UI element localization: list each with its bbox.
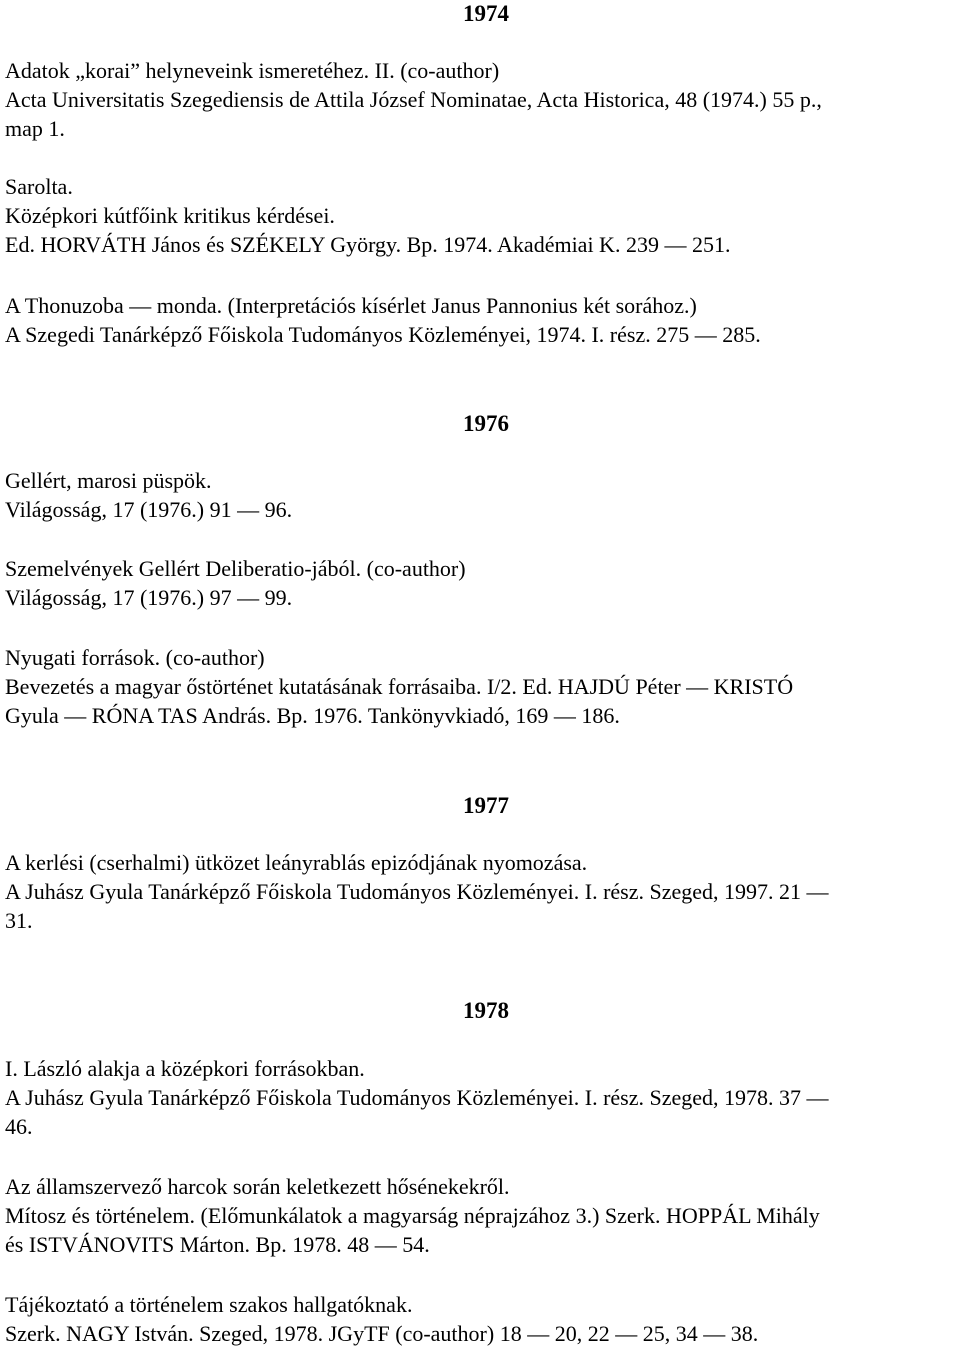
entry-line: Gyula — RÓNA TAS András. Bp. 1976. Tankönyvkiadó, 169 — 186. — [5, 703, 620, 728]
bibliography-entry — [5, 56, 955, 143]
bibliography-entry — [5, 848, 955, 935]
entry-line: Ed. HORVÁTH János és SZÉKELY György. Bp. 1974. Akadémiai K. 239 — 251. — [5, 232, 731, 257]
bibliography-entry — [5, 466, 955, 524]
entry-line: map 1. — [5, 116, 65, 141]
entry-line: I. László alakja a középkori forrásokban. — [5, 1056, 365, 1081]
entry-line: Szemelvények Gellért Deliberatio-jából. (co-author) — [5, 556, 466, 581]
year-heading-1974: 1974 — [463, 1, 509, 26]
year-heading-1976: 1976 — [463, 411, 509, 436]
bibliography-entry — [5, 1290, 955, 1348]
entry-line: Szerk. NAGY István. Szeged, 1978. JGyTF (co-author) 18 — 20, 22 — 25, 34 — 38. — [5, 1321, 759, 1346]
bibliography-entry — [5, 172, 955, 259]
entry-line: Tájékoztató a történelem szakos hallgatóknak. — [5, 1292, 413, 1317]
entry-line: Világosság, 17 (1976.) 91 — 96. — [5, 497, 293, 522]
year-heading-1978: 1978 — [463, 998, 509, 1023]
entry-line: Az államszervező harcok során keletkezett hősénekekről. — [5, 1174, 510, 1199]
bibliography-entry — [5, 554, 955, 612]
entry-line: Mítosz és történelem. (Előmunkálatok a magyarság néprajzához 3.) Szerk. HOPPÁL Mihály — [5, 1203, 820, 1228]
entry-line: Bevezetés a magyar őstörténet kutatásának forrásaiba. I/2. Ed. HAJDÚ Péter — KRISTÓ — [5, 674, 794, 699]
entry-line: A Juhász Gyula Tanárképző Főiskola Tudományos Közleményei. I. rész. Szeged, 1978. 37 — — [5, 1085, 829, 1110]
entry-line: A kerlési (cserhalmi) ütközet leányrablás epizódjának nyomozása. — [5, 850, 588, 875]
bibliography-entry — [5, 1172, 955, 1259]
entry-line: és ISTVÁNOVITS Márton. Bp. 1978. 48 — 54. — [5, 1232, 430, 1257]
year-heading-1977: 1977 — [463, 793, 509, 818]
bibliography-entry — [5, 643, 955, 730]
entry-line: Középkori kútfőink kritikus kérdései. — [5, 203, 335, 228]
entry-line: Sarolta. — [5, 174, 73, 199]
bibliography-entry — [5, 1054, 955, 1141]
entry-line: A Thonuzoba — monda. (Interpretációs kísérlet Janus Pannonius két sorához.) — [5, 293, 697, 318]
entry-line: Nyugati források. (co-author) — [5, 645, 265, 670]
entry-line: A Szegedi Tanárképző Főiskola Tudományos Közleményei, 1974. I. rész. 275 — 285. — [5, 322, 761, 347]
bibliography-entry — [5, 291, 955, 349]
entry-line: Adatok „korai” helyneveink ismeretéhez. II. (co-author) — [5, 58, 500, 83]
entry-line: 46. — [5, 1114, 33, 1139]
entry-line: Acta Universitatis Szegediensis de Attila József Nominatae, Acta Historica, 48 (1974.) 55 p., — [5, 87, 822, 112]
entry-line: Világosság, 17 (1976.) 97 — 99. — [5, 585, 293, 610]
entry-line: Gellért, marosi püspök. — [5, 468, 212, 493]
entry-line: A Juhász Gyula Tanárképző Főiskola Tudományos Közleményei. I. rész. Szeged, 1997. 21 — — [5, 879, 829, 904]
entry-line: 31. — [5, 908, 33, 933]
